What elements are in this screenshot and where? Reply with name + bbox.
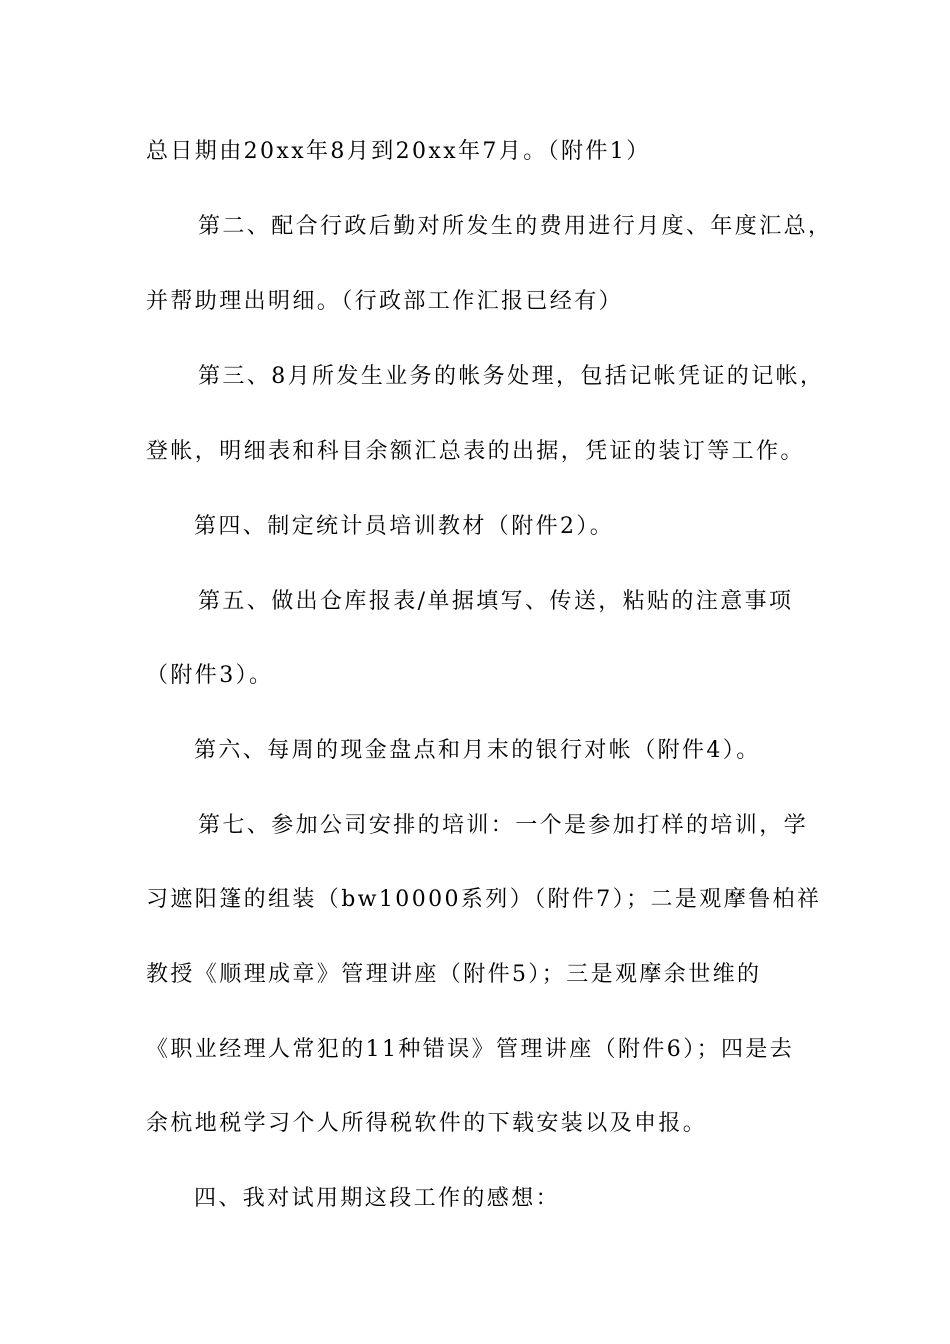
paragraph-line: 教授《顺理成章》管理讲座（附件5）；三是观摩余世维的 bbox=[146, 962, 762, 987]
paragraph-line: 《职业经理人常犯的11种错误》管理讲座（附件6）；四是去 bbox=[146, 1037, 795, 1062]
paragraph-line: 余杭地税学习个人所得税软件的下载安装以及申报。 bbox=[146, 1111, 708, 1136]
paragraph-line: 第三、8月所发生业务的帐务处理，包括记帐凭证的记帐， bbox=[198, 364, 825, 389]
paragraph-line: 第五、做出仓库报表/单据填写、传送，粘贴的注意事项 bbox=[198, 589, 794, 614]
paragraph-line: 登帐，明细表和科目余额汇总表的出据，凭证的装订等工作。 bbox=[146, 439, 805, 464]
paragraph-line: 习遮阳篷的组装（bw10000系列）（附件7）；二是观摩鲁柏祥 bbox=[146, 887, 822, 912]
paragraph-line: 第四、制定统计员培训教材（附件2）。 bbox=[194, 514, 615, 539]
paragraph-line: 第二、配合行政后勤对所发生的费用进行月度、年度汇总， bbox=[198, 214, 833, 239]
paragraph-line: （附件3）。 bbox=[146, 663, 274, 688]
section-heading: 四、我对试用期这段工作的感想： bbox=[194, 1186, 561, 1211]
paragraph-line: 总日期由20xx年8月到20xx年7月。（附件1） bbox=[146, 139, 651, 164]
paragraph-line: 第七、参加公司安排的培训：一个是参加打样的培训，学 bbox=[198, 813, 809, 838]
paragraph-line: 第六、每周的现金盘点和月末的银行对帐（附件4）。 bbox=[194, 738, 761, 763]
paragraph-line: 并帮助理出明细。（行政部工作汇报已经有） bbox=[146, 289, 624, 314]
